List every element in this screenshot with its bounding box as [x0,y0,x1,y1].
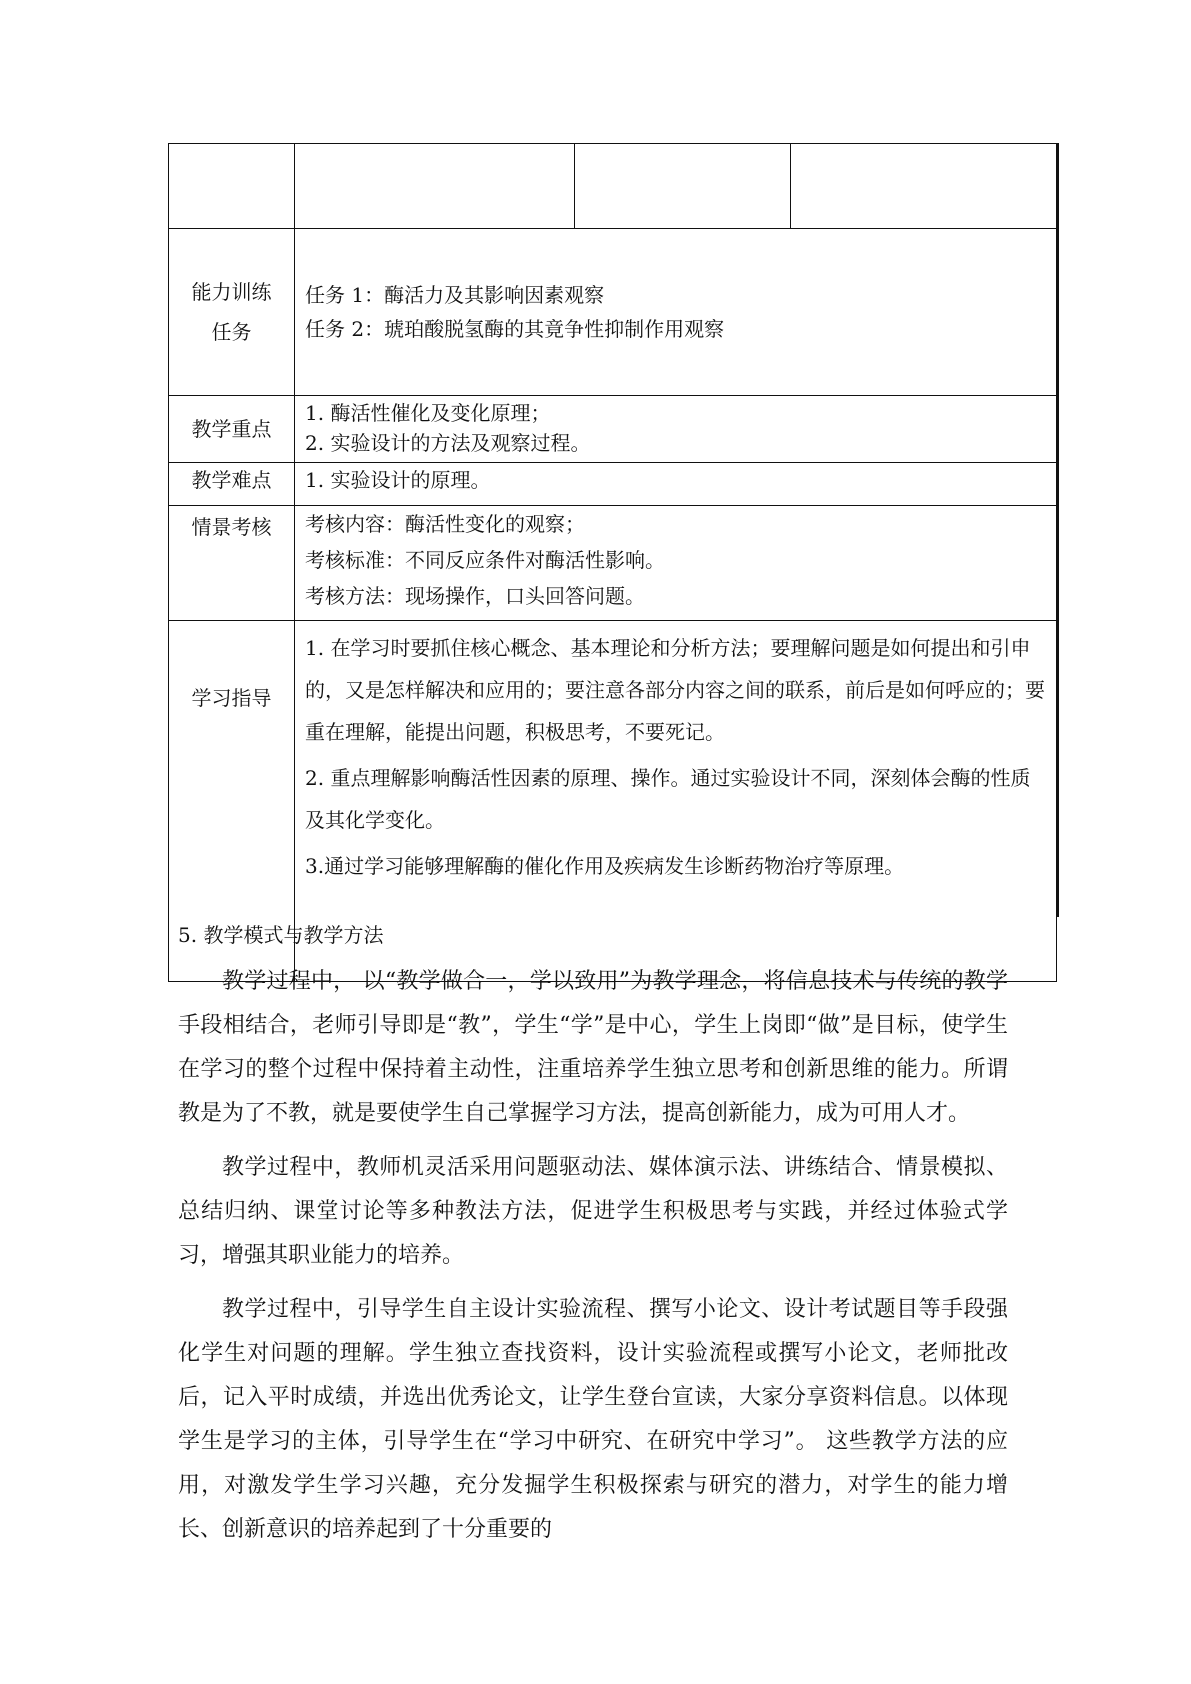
focus-line: 2. 实验设计的方法及观察过程。 [305,431,591,455]
body-paragraph: 教学过程中，引导学生自主设计实验流程、撰写小论文、设计考试题目等手段强化学生对问题的理解。学生独立查找资料，设计实验流程或撰写小论文，老师批改后，记入平时成绩，并选出优秀论文，让学生登台宣读，大家分享资料信息。以体现学生是学习的主体，引导学生在“学习中研究、在研究中学习”。 这些教学方法的应用，对激发学生学习兴趣，充分发掘学生积极探索与研究的潜力，对学生的能力增长、创新意识的培养起到了十分重要的 [178,1297,1008,1542]
guidance-content [295,621,1057,982]
focus-line: 1. 酶活性催化及变化原理； [305,401,551,425]
focus-label: 教学重点 [169,396,295,463]
section-title: 5. 教学模式与教学方法 [178,923,384,947]
difficulty-content [295,463,1057,506]
tasks-content [295,229,1057,396]
evaluation-label: 情景考核 [169,506,295,621]
empty-cell [295,144,575,229]
tasks-label [169,229,295,396]
empty-cell [791,144,1057,229]
evaluation-line: 考核方法：现场操作，口头回答问题。 [305,584,645,608]
table-right-rule [1057,143,1059,917]
course-table [168,143,1056,982]
task-line: 任务 2：琥珀酸脱氢酶的其竟争性抑制作用观察 [305,317,725,341]
evaluation-line: 考核标准：不同反应条件对酶活性影响。 [305,548,665,572]
evaluation-line: 考核内容：酶活性变化的观察； [305,512,585,536]
guidance-paragraph: 3.通过学习能够理解酶的催化作用及疾病发生诊断药物治疗等原理。 [305,854,905,878]
guidance-label: 学习指导 [169,621,295,982]
table-row-tasks [169,229,1057,396]
body-paragraph: 教学过程中，教师机灵活采用问题驱动法、媒体演示法、讲练结合、情景模拟、总结归纳、课堂讨论等多种教法方法，促进学生积极思考与实践，并经过体验式学习，增强其职业能力的培养。 [178,1155,1008,1268]
guidance-paragraph: 1. 在学习时要抓住核心概念、基本理论和分析方法；要理解问题是如何提出和引申的，又是怎样解决和应用的；要注意各部分内容之间的联系，前后是如何呼应的；要重在理解，能提出问题，积极思考，不要死记。 [305,636,1045,744]
table-row-difficulty [169,463,1057,506]
guidance-paragraph: 2. 重点理解影响酶活性因素的原理、操作。通过实验设计不同，深刻体会酶的性质及其化学变化。 [305,766,1031,832]
table-row-evaluation [169,506,1057,621]
difficulty-label: 教学难点 [169,463,295,506]
task-line: 任务 1：酶活力及其影响因素观察 [305,283,605,307]
evaluation-content [295,506,1057,621]
empty-cell [575,144,791,229]
focus-content [295,396,1057,463]
body-paragraph: 教学过程中， 以“教学做合一，学以致用”为教学理念，将信息技术与传统的教学手段相结合，老师引导即是“教”，学生“学”是中心，学生上岗即“做”是目标，使学生在学习的整个过程中保持着主动性，注重培养学生独立思考和创新思维的能力。所谓教是为了不教，就是要使学生自己掌握学习方法，提高创新能力，成为可用人才。 [178,969,1008,1126]
section-body [178,960,1008,1562]
difficulty-line: 1. 实验设计的原理。 [305,468,491,492]
table-row-empty [169,144,1057,229]
tasks-label-text: 能力训练任务 [191,280,272,344]
table-row-focus [169,396,1057,463]
empty-cell [169,144,295,229]
